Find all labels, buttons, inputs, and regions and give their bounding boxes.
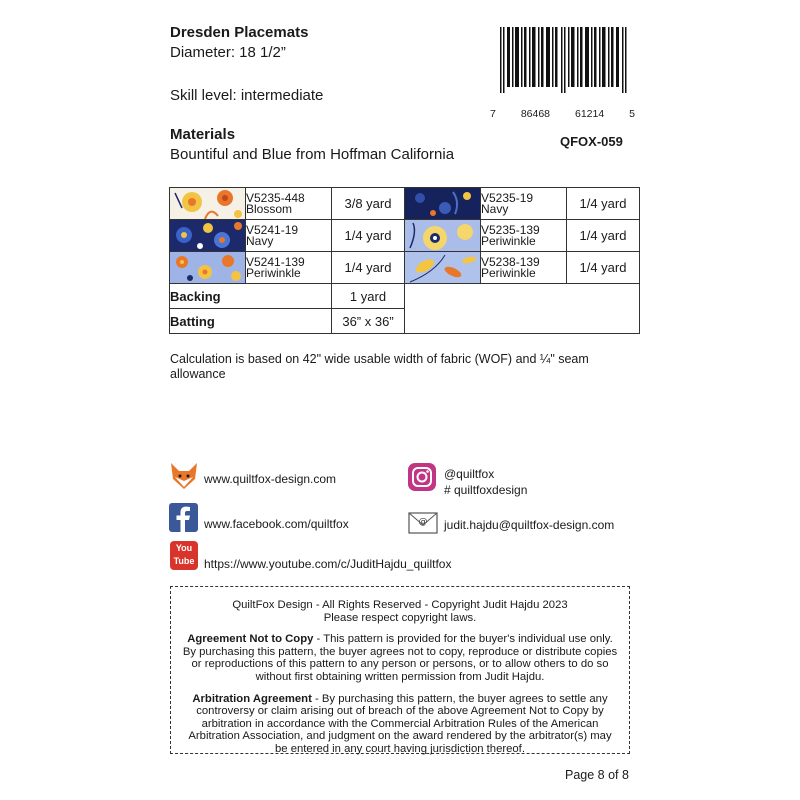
barcode-digits: [490, 108, 635, 120]
fabric-color: Blossom: [246, 201, 293, 216]
instagram-handle: @quiltfox: [444, 467, 495, 481]
page-number: Page 8 of 8: [565, 768, 629, 782]
fabric-code: V5235-448: [246, 190, 305, 205]
email-link[interactable]: judit.hajdu@quiltfox-design.com: [444, 518, 615, 532]
copyright-notice-box: [170, 586, 630, 754]
pattern-title: Dresden Placemats: [170, 24, 309, 41]
arbitration-paragraph: [181, 693, 619, 756]
copyright-paragraph: [181, 599, 619, 624]
instagram-icon: [408, 463, 436, 491]
barcode-digit-group-3: 61214: [574, 108, 605, 120]
fabric-qty: 1/4 yard: [567, 188, 640, 220]
empty-cell: [405, 284, 640, 334]
fabric-collection-text: Bountiful and Blue from Hoffman California: [170, 146, 455, 163]
periwinkle-leaf-swatch-image: [405, 252, 480, 283]
swatch-cell: [405, 252, 481, 284]
fabric-label-cell: [481, 188, 567, 220]
instagram-glyph: [408, 463, 436, 491]
facebook-f-glyph: [169, 503, 198, 532]
fabric-color: Navy: [246, 233, 274, 248]
pattern-code: QFOX-059: [560, 134, 623, 149]
fabric-color: Periwinkle: [481, 233, 536, 248]
backing-row: [170, 284, 640, 309]
fabric-color: Navy: [481, 201, 509, 216]
fabric-qty: 3/8 yard: [332, 188, 405, 220]
materials-row: [170, 220, 640, 252]
calculation-note: Calculation is based on 42" wide usable width of fabric (WOF) and ¼" seam allowance: [170, 352, 589, 381]
fabric-color: Periwinkle: [481, 265, 536, 280]
fabric-code: V5241-139: [246, 254, 305, 269]
barcode-digit-1: 7: [490, 108, 496, 120]
fabric-color: Periwinkle: [246, 265, 301, 280]
backing-label: Backing: [170, 284, 332, 309]
batting-qty: 36” x 36”: [332, 309, 405, 334]
swatch-cell: [405, 188, 481, 220]
barcode-image: [500, 27, 630, 93]
fabric-label-cell: [246, 188, 332, 220]
youtube-icon: [170, 541, 198, 570]
facebook-icon: [169, 503, 198, 532]
swatch-cell: [170, 252, 246, 284]
youtube-icon-text-top: You: [175, 543, 193, 553]
agreement-text: - This pattern is provided for the buyer's individual use only. By purchasing this pattern, the buyer agrees not to copy, reproduce or distribute copies or reproductions of this pattern to any person or persons, or to allow others to do so without first obtaining written permission from Judit Hajdu.: [182, 633, 618, 683]
periwinkle-poppy-swatch-image: [405, 220, 480, 251]
youtube-icon-text-bottom: Tube: [173, 556, 195, 566]
email-icon: [408, 512, 438, 534]
fabric-qty: 1/4 yard: [567, 252, 640, 284]
backing-qty: 1 yard: [332, 284, 405, 309]
arbitration-title: Arbitration Agreement: [192, 692, 312, 705]
blossom-swatch-image: [170, 188, 245, 219]
navy-swatch-image: [405, 188, 480, 219]
swatch-cell: [405, 220, 481, 252]
fabric-code: V5235-19: [481, 190, 534, 205]
website-link[interactable]: www.quiltfox-design.com: [204, 472, 337, 486]
fox-logo-icon: [169, 461, 199, 491]
fabric-code: V5238-139: [481, 254, 540, 269]
fabric-label-cell: [481, 252, 567, 284]
navy-floral-swatch-image: [170, 220, 245, 251]
materials-table: [169, 187, 640, 334]
skill-level-text: Skill level: intermediate: [170, 87, 324, 104]
batting-label: Batting: [170, 309, 332, 334]
materials-heading: Materials: [170, 126, 236, 143]
periwinkle-floral-swatch-image: [170, 252, 245, 283]
fabric-code: V5241-19: [246, 222, 299, 237]
fabric-qty: 1/4 yard: [567, 220, 640, 252]
instagram-hashtag: # quiltfoxdesign: [444, 483, 528, 497]
arbitration-text: - By purchasing this pattern, the buyer agrees to settle any controversy or claim arising out of breach of the above Agreement Not to Copy by arbitration in accordance with the Commercial Arbitration Rules of the American Arbitration Association, and judgment on the award rendered by the arbitrator(s) may be entered in any court having jurisdiction thereof.: [188, 692, 612, 755]
respect-line: Please respect copyright laws.: [323, 611, 477, 624]
agreement-title: Agreement Not to Copy: [187, 633, 314, 646]
copyright-line: QuiltFox Design - All Rights Reserved - Copyright Judit Hajdu 2023: [232, 599, 568, 611]
fabric-label-cell: [481, 220, 567, 252]
materials-row: [170, 252, 640, 284]
barcode-digit-4: 5: [629, 108, 635, 120]
fabric-qty: 1/4 yard: [332, 220, 405, 252]
materials-row: [170, 188, 640, 220]
agreement-paragraph: [181, 633, 619, 683]
fabric-qty: 1/4 yard: [332, 252, 405, 284]
swatch-cell: [170, 188, 246, 220]
facebook-link[interactable]: www.facebook.com/quiltfox: [204, 517, 349, 531]
diameter-text: Diameter: 18 1/2”: [170, 44, 286, 61]
swatch-cell: [170, 220, 246, 252]
fabric-label-cell: [246, 220, 332, 252]
youtube-link[interactable]: https://www.youtube.com/c/JuditHajdu_quiltfox: [204, 557, 452, 571]
fabric-code: V5235-139: [481, 222, 540, 237]
fabric-label-cell: [246, 252, 332, 284]
barcode-digit-group-2: 86468: [520, 108, 551, 120]
svg-text:@: @: [418, 517, 428, 527]
